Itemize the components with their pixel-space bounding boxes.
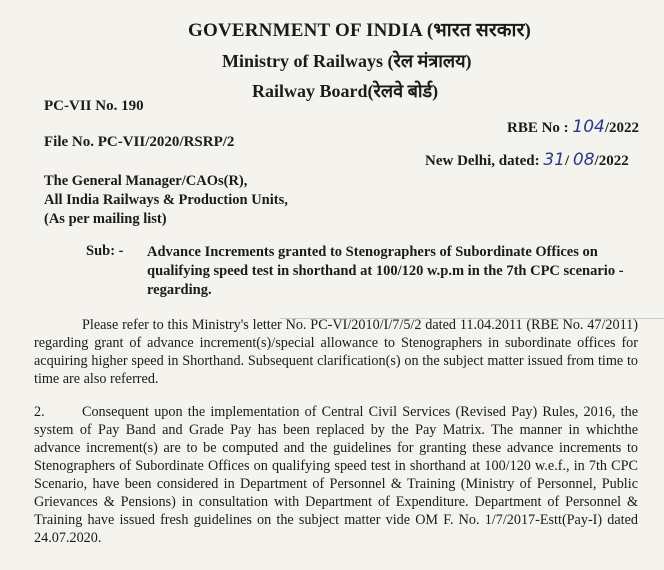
pc-number: PC-VII No. 190 (44, 98, 144, 114)
paragraph-2 (34, 403, 638, 547)
rbe-year: /2022 (604, 120, 640, 136)
rbe-handwritten: 104 (572, 117, 605, 137)
addressee-line-3: (As per mailing list) (44, 211, 167, 227)
file-number: File No. PC-VII/2020/RSRP/2 (44, 134, 235, 150)
header-ministry: Ministry of Railways (रेल मंत्रालय) (222, 51, 472, 71)
dated-day: 31 (543, 150, 565, 170)
rbe-label: RBE No : (507, 120, 573, 136)
paragraph-1: Please refer to this Ministry's letter No. PC-VI/2010/I/7/5/2 dated 11.04.2011 (RBE No. 47/2011) regarding grant of advance increment(s)/special allowance to Stenographers in subordinate offices for acquiring higher speed in Shorthand. Subsequent clarification(s) on the subject matter issued from time to time are also referred. (34, 317, 638, 387)
header-board: Railway Board(रेलवे बोर्ड) (252, 81, 439, 101)
subject-label: Sub: - (86, 243, 124, 259)
dated-year: /2022 (594, 153, 629, 169)
addressee-line-2: All India Railways & Production Units, (44, 192, 288, 208)
addressee-block (44, 172, 344, 229)
dated-month: 08 (572, 150, 595, 170)
dated-sep: / (564, 153, 570, 169)
dated-line (425, 150, 629, 170)
header-government: GOVERNMENT OF INDIA (भारत सरकार) (188, 20, 532, 41)
dated-label: New Delhi, dated: (425, 153, 544, 169)
subject-text: Advance Increments granted to Stenographers of Subordinate Offices on qualifying speed test in shorthand at 100/120 w.p.m in the 7th CPC scenario - regarding. (147, 244, 624, 298)
paragraph-2-text: Consequent upon the implementation of Central Civil Services (Revised Pay) Rules, 2016, the system of Pay Band and Grade Pay has been replaced by the Pay Matrix. The manner in whichthe advance increment(s) are to be computed and the guidelines for granting these advance increments to Stenographers of Subordinate Offices on qualifying speed test in shorthand at 100/120 w.e.f., in 7th CPC Scenario, have been considered in Department of Personnel & Training (Ministry of Personnel, Public Grievances & Pensions) in consultation with Department of Expenditure. Department of Personnel & Training have issued fresh guidelines on the subject matter vide OM F. No. 1/7/2017-Estt(Pay-I) dated 24.07.2020. (34, 404, 638, 546)
addressee-line-1: The General Manager/CAOs(R), (44, 173, 248, 189)
paragraph-2-number: 2. (34, 404, 45, 420)
rbe-number (507, 117, 639, 137)
